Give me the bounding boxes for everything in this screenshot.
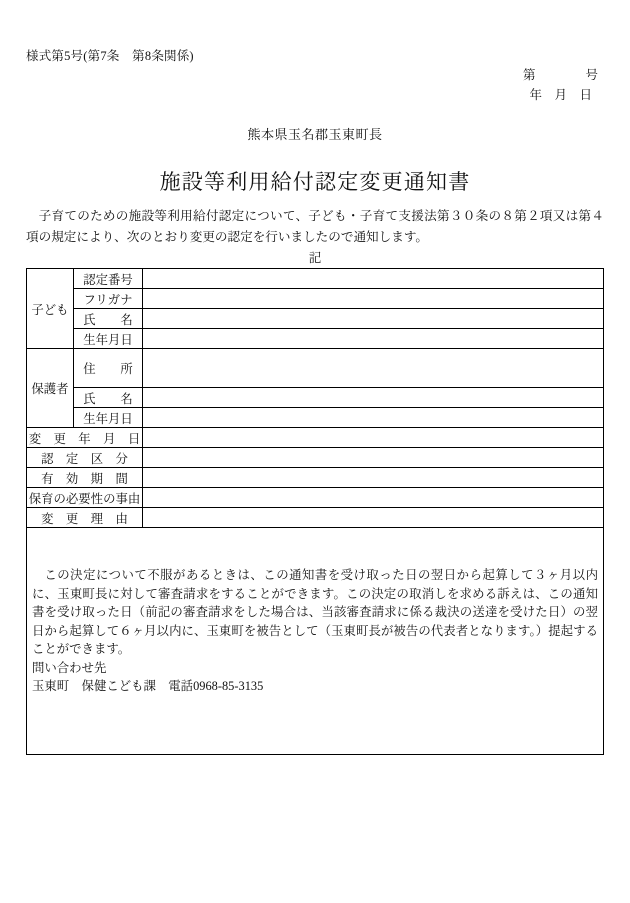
intro-paragraph: 子育てのための施設等利用給付認定について、子ども・子育て支援法第３０条の８第２項又は第４項の規定により、次のとおり変更の認定を行いましたので通知します。 xyxy=(26,209,604,244)
table-row xyxy=(27,329,603,349)
table-row xyxy=(27,289,603,309)
row-label-certification-category: 認 定 区 分 xyxy=(27,448,143,468)
notice-paragraph: この決定について不服があるときは、この通知書を受け取った日の翌日から起算して３ヶ月以内に、玉東町長に対して審査請求をすることができます。この決定の取消しを求める訴えは、この通知書を受け取った日（前記の審査請求をした場合は、当該審査請求に係る裁決の送達を受けた日）の翌日から起算して６ヶ月以内に、玉東町を被告として（玉東町長が被告の代表者となります。）提起することができます。 xyxy=(32,567,598,657)
row-value-child-birthdate[interactable] xyxy=(143,329,604,349)
table-row xyxy=(27,468,603,488)
addressee-line: 熊本県玉名郡玉東町長 xyxy=(247,127,383,142)
form-frame xyxy=(26,268,604,755)
row-value-certification-category[interactable] xyxy=(143,448,604,468)
document-number-label: 第 号 xyxy=(522,68,598,82)
row-value-change-reason[interactable] xyxy=(143,508,604,528)
row-value-child-name[interactable] xyxy=(143,309,604,329)
form-number: 様式第5号(第7条 第8条関係) xyxy=(26,49,194,63)
ki-mark: 記 xyxy=(308,251,322,265)
row-value-childcare-need-reason[interactable] xyxy=(143,488,604,508)
row-value-child-furigana[interactable] xyxy=(143,289,604,309)
row-label-change-reason: 変 更 理 由 xyxy=(27,508,143,528)
row-label-valid-period: 有 効 期 間 xyxy=(27,468,143,488)
table-row xyxy=(27,388,603,408)
row-value-child-certificate-number[interactable] xyxy=(143,269,604,289)
group-label-child: 子ども xyxy=(27,269,74,349)
row-label-guardian-birthdate: 生年月日 xyxy=(74,408,143,428)
page-title: 施設等利用給付認定変更通知書 xyxy=(159,170,471,194)
contact-label: 問い合わせ先 xyxy=(32,660,107,675)
row-label-guardian-address: 住 所 xyxy=(74,349,143,388)
table-row xyxy=(27,349,603,388)
row-value-guardian-address[interactable] xyxy=(143,349,604,388)
table-row xyxy=(27,408,603,428)
notification-table xyxy=(27,269,603,731)
row-label-guardian-name: 氏 名 xyxy=(74,388,143,408)
row-label-change-date: 変 更 年 月 日 xyxy=(27,428,143,448)
table-row xyxy=(27,309,603,329)
table-row xyxy=(27,269,603,289)
row-value-guardian-birthdate[interactable] xyxy=(143,408,604,428)
row-value-valid-period[interactable] xyxy=(143,468,604,488)
row-label-childcare-need-reason: 保育の必要性の事由 xyxy=(27,488,143,508)
row-value-guardian-name[interactable] xyxy=(143,388,604,408)
row-label-child-birthdate: 生年月日 xyxy=(74,329,143,349)
table-row xyxy=(27,508,603,528)
notice-row xyxy=(27,528,603,732)
table-row xyxy=(27,448,603,468)
table-row xyxy=(27,428,603,448)
row-label-child-certificate-number: 認定番号 xyxy=(74,269,143,289)
row-label-child-furigana: フリガナ xyxy=(74,289,143,309)
row-label-child-name: 氏 名 xyxy=(74,309,143,329)
notice-block xyxy=(27,528,603,732)
group-label-guardian: 保護者 xyxy=(27,349,74,428)
table-row xyxy=(27,488,603,508)
contact-detail: 玉東町 保健こども課 電話0968-85-3135 xyxy=(32,679,264,694)
document-number-block xyxy=(434,65,604,105)
document-date-label: 年 月 日 xyxy=(529,88,592,102)
row-value-change-date[interactable] xyxy=(143,428,604,448)
